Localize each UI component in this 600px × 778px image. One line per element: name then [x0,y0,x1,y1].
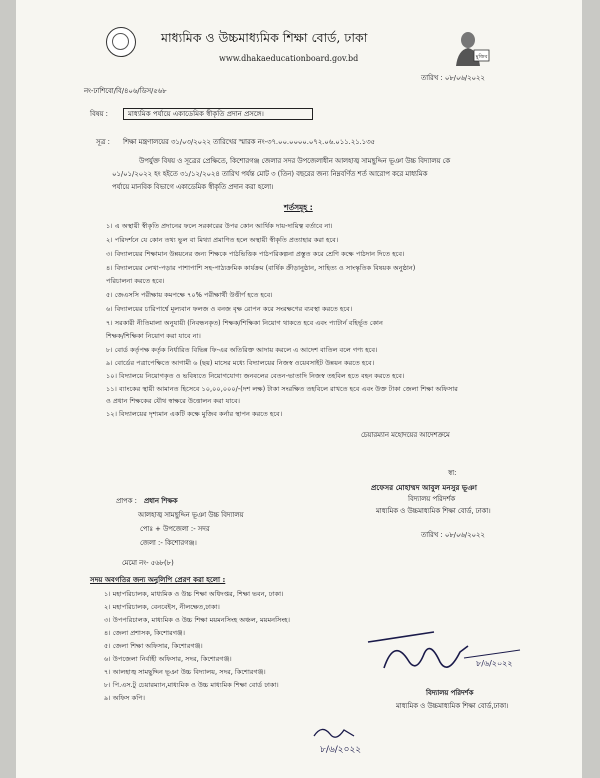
subject-box [123,108,313,120]
condition-item: ২। পরিদর্শনে যে কোন তথ্য ভুল বা মিথ্যা প্রমাণিত হলে অস্থায়ী স্বীকৃতি প্রত্যাহার করা হবে। [106,236,339,244]
condition-item: ১১। ব্যাংকের স্থায়ী আমানত হিসেবে ১০,০০,০০০/-(দশ লক্ষ) টাকা সংরক্ষিত তহবিলে রাখতে হবে এবং উক্ত টাকা জেলা শিক্ষা অফিসার [106,385,458,393]
signatory2-org: মাধ্যমিক ও উচ্চমাধ্যমিক শিক্ষা বোর্ড,ঢাকা। [396,702,509,710]
board-name: মাধ্যমিক ও উচ্চমাধ্যমিক শিক্ষা বোর্ড, ঢাকা [161,30,368,45]
initial-date: ৮/৬/২০২২ [320,745,362,755]
portrait-icon [454,28,490,66]
copy-item: ৪। জেলা প্রশাসক, কিশোরগঞ্জ। [104,629,186,637]
recipient-school: আলহাজ্ব সামছুদ্দিন ভূঞা উচ্চ বিদ্যালয় [138,511,244,519]
memo-date: তারিখ : ০৮/০৬/২০২২ [421,74,485,82]
signatory-name: প্রফেসর মোহাম্মদ আবুল মনসুর ভূঞা [371,483,477,492]
signature-scrawl-icon [364,628,524,680]
condition-item: ও প্রধান শিক্ষকের যৌথ স্বাক্ষরে উত্তোলন করা যাবে। [106,397,240,405]
condition-item: ১২। বিদ্যালয়ের দৃশ্যমান একটি কক্ষে মুজিব কর্নার স্থাপন করতে হবে। [106,410,283,418]
copy-item: ১। মহাপরিচালক, মাধ্যমিক ও উচ্চ শিক্ষা অধিদপ্তর, শিক্ষা ভবন, ঢাকা। [104,590,284,598]
copy-item: ৩। উপপরিচালক, মাধ্যমিক ও উচ্চ শিক্ষা ময়মনসিংহ অঞ্চল, ময়মনসিংহ। [104,616,290,624]
board-seal-icon [106,27,136,57]
subject-text: মাধ্যমিক পর্যায়ে একাডেমিক স্বীকৃতি প্রদান প্রসঙ্গে। [128,110,264,118]
condition-item: ৬। বিদ্যালয়ের চারিপার্শ্বে মূল্যবান ফলজ ও বনজ বৃক্ষ রোপন করে সংরক্ষণের ব্যবস্থা করতে হবে। [106,305,353,313]
body-line-1: উপর্যুক্ত বিষয় ও সূত্রের প্রেক্ষিতে, কিশোরগঞ্জ জেলার সদর উপজেলাধীন আলহাজ্ব সামছুদ্দিন ভূঞা উচ্চ বিদ্যালয় কে [139,157,451,165]
signature-mark: স্বা: [448,469,457,477]
copy-item: ৫। জেলা শিক্ষা অফিসার, কিশোরগঞ্জ। [104,642,203,650]
conditions-heading: শর্তসমূহ : [284,203,313,212]
letter-page [16,0,582,778]
condition-item: ৪। বিদ্যালয়ের লেখা-পড়ার পাশাপাশি সহ-পাঠ্যক্রমিক কার্যক্রম (বার্ষিক ক্রীড়ানুষ্ঠান, সাহিত্য ও সাংস্কৃতিক বিষয়ক অনুষ্ঠান) [106,264,416,272]
copy-item: ৯। অফিস কপি। [104,694,145,702]
condition-item: ১০। বিদ্যালয়ে নিয়োগকৃত ও ভবিষ্যতে নিয়োগযোগ্য জনবলের বেতন-ভাতাদি নিজস্ব তহবিল হতে বহন করতে হবে। [106,372,405,380]
order-closing: চেয়ারম্যান মহোদয়ের আদেশক্রমে [361,431,450,439]
copy-item: ২। মহাপরিচালক, বেনবেইস, নীলক্ষেত,ঢাকা। [104,603,220,611]
condition-item: শিক্ষক/শিক্ষিকা নিয়োগ করা যাবে না। [106,332,201,340]
copies-heading: সদয় অবগতির জন্য অনুলিপি প্রেরণ করা হলো : [90,576,226,584]
copy-item: ৮। পি.এস.টু চেয়ারম্যান,মাধ্যমিক ও উচ্চ মাধ্যমিক শিক্ষা বোর্ড ঢাকা। [104,681,279,689]
copy-item: ৭। আলহাজ্ব সামছুদ্দিন ভূঞা উচ্চ বিদ্যালয়, সদর, কিশোরগঞ্জ। [104,668,266,676]
portrait-caption: মুজিব [475,54,488,60]
recipient-role: প্রধান শিক্ষক [144,497,178,505]
memo2-number: মেমো নং- ৫৬৮(৮) [122,559,174,567]
condition-item: ৮। বোর্ড কর্তৃপক্ষ কর্তৃক নির্ধারিত বিভিন্ন ফি-এর অতিরিক্ত আদায় করলে এ আদেশ বাতিল বলে গণ্য হবে। [106,346,378,354]
recipient-district: জেলা :- কিশোরগঞ্জ। [140,539,197,547]
board-website: www.dhakaeducationboard.gov.bd [219,54,359,63]
signatory-title: বিদ্যালয় পরিদর্শক [408,495,456,503]
copy-item: ৬। উপজেলা নির্বাহী অফিসার, সদর, কিশোরগঞ্জ। [104,655,232,663]
signatory2-title: বিদ্যালয় পরিদর্শক [426,689,474,697]
condition-item: ১। এ অস্থায়ী স্বীকৃতি প্রদানের ফলে সরকারের উপর কোন আর্থিক দায়-দায়িত্ব বর্তাবে না। [106,222,333,230]
memo-number: নং-ঢাশিবো/বি/৪০৬/ডিস/৫৬৮ [84,87,167,95]
signature-date: ৮/৬/২০২২ [476,659,513,668]
reference-text: শিক্ষা মন্ত্রণালয়ের ৩১/০৩/২০২২ তারিখের স্মারক নং-৩৭.০০.০০০০.০৭২.০৬.০১১.২১.১৩৫ [123,138,375,146]
recipient-post: পোঃ + উপজেলা :- সদর [140,525,210,533]
body-line-2: ০১/০১/২০২২ হং হইতে ৩১/১২/২০২৪ তারিখ পর্যন্ত মোট ৩ (তিন) বছরের জন্য নিম্নবর্ণিত শর্ত আরোপ করে মাধ্যমিক [112,170,428,178]
reference-label: সূত্র : [96,138,110,146]
condition-item: ৯। বোর্ডের পত্রাপেক্ষিতে আগামী ৬ (ছয়) মাসের মধ্যে বিদ্যালয়ের নিজস্ব ওয়েবসাইট উন্নয়ন করতে হবে। [106,359,375,367]
memo2-date: তারিখ : ০৮/০৬/২০২২ [421,531,485,539]
condition-item: ৩। বিদ্যালয়ের শিক্ষামান উন্নয়নের জন্য শিক্ষকে পাঠভিত্তিক পাঠপরিকল্পনা প্রস্তুত করে শ্রেণি কক্ষে পাঠদান দিতে হবে। [106,250,405,258]
initial-signature-icon [308,722,408,758]
signatory-org: মাধ্যমিক ও উচ্চমাধ্যমিক শিক্ষা বোর্ড, ঢাকা। [376,507,491,515]
condition-item: পরিচালনা করতে হবে। [106,277,165,285]
condition-item: ৫। জেএসসি পরীক্ষায় কমপক্ষে ৭০% পরীক্ষার্থী উত্তীর্ণ হতে হবে। [106,291,273,299]
recipient-label: প্রাপক : [116,497,137,505]
subject-label: বিষয় : [90,110,108,118]
body-line-3: পর্যায়ে মানবিক বিভাগে একাডেমিক স্বীকৃতি প্রদান করা হলো। [112,183,274,191]
condition-item: ৭। সরকারী নীতিমালা অনুযায়ী (নিবন্ধনকৃত) শিক্ষক/শিক্ষিকা নিয়োগ থাকতে হবে এবং প্যাটার্ন বহির্ভূত কোন [106,319,383,327]
